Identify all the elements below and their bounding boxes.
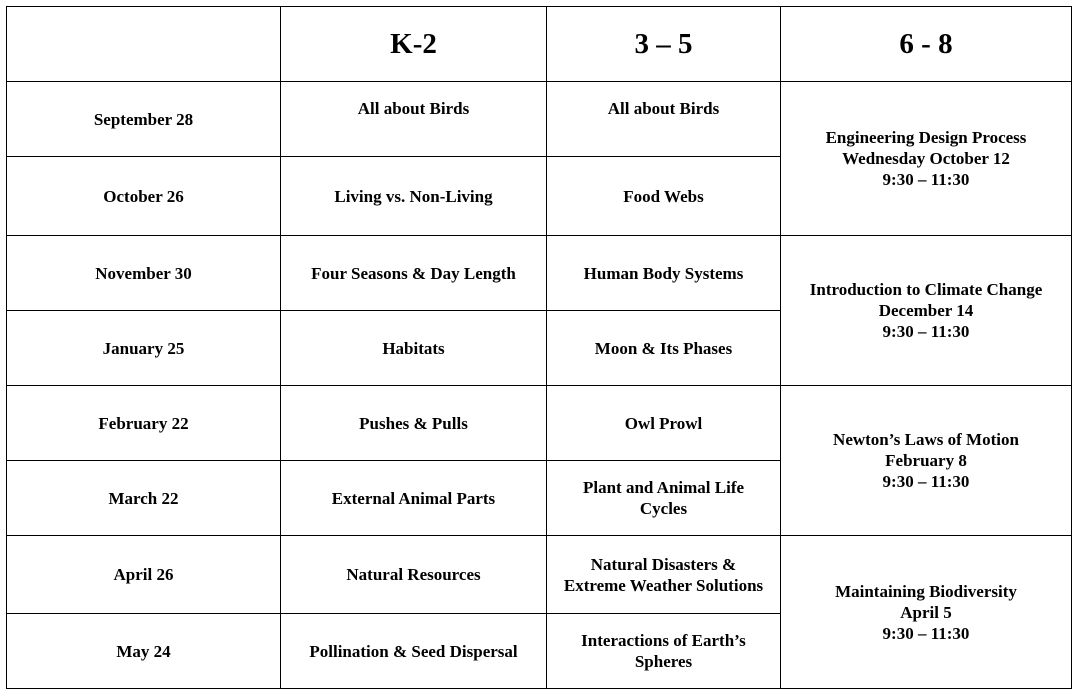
k2-topic: Living vs. Non-Living (281, 157, 547, 236)
grades-6-8-session (781, 236, 1072, 386)
header-grades-6-8: 6 - 8 (781, 7, 1072, 82)
table-row (7, 82, 1072, 157)
grades-3-5-topic (547, 536, 781, 614)
session-date: April 5 (900, 602, 952, 622)
k2-topic: All about Birds (281, 82, 547, 157)
session-time: 9:30 – 11:30 (882, 472, 970, 491)
table-row (7, 386, 1072, 461)
topic-line: Interactions of Earth’s (581, 631, 746, 650)
session-date: February 8 (885, 451, 967, 470)
table-row (7, 536, 1072, 614)
grades-3-5-topic: Human Body Systems (547, 236, 781, 311)
row-date: February 22 (7, 386, 281, 461)
grades-3-5-topic (547, 614, 781, 689)
row-date: May 24 (7, 614, 281, 689)
k2-topic: Natural Resources (281, 536, 547, 614)
session-title: Newton’s Laws of Motion (833, 430, 1019, 449)
grades-3-5-topic: All about Birds (547, 82, 781, 157)
session-title: Introduction to Climate Change (809, 280, 1043, 299)
session-time: 9:30 – 11:30 (882, 322, 970, 341)
grades-6-8-session (781, 82, 1072, 236)
session-title: Maintaining Biodiversity (835, 581, 1017, 601)
row-date: September 28 (7, 82, 281, 157)
grades-6-8-session (781, 536, 1072, 689)
session-time: 9:30 – 11:30 (882, 170, 970, 189)
session-date: December 14 (878, 301, 974, 320)
grades-3-5-topic: Moon & Its Phases (547, 311, 781, 386)
row-date: April 26 (7, 536, 281, 614)
grades-3-5-topic: Owl Prowl (547, 386, 781, 461)
header-grades-3-5: 3 – 5 (547, 7, 781, 82)
row-date: November 30 (7, 236, 281, 311)
session-time: 9:30 – 11:30 (882, 623, 970, 643)
session-title: Engineering Design Process (825, 128, 1027, 147)
row-date: January 25 (7, 311, 281, 386)
topic-line: Plant and Animal Life (582, 478, 745, 497)
row-date: March 22 (7, 461, 281, 536)
k2-topic: External Animal Parts (281, 461, 547, 536)
topic-line: Spheres (634, 652, 693, 671)
grades-3-5-topic: Food Webs (547, 157, 781, 236)
header-row (7, 7, 1072, 82)
grades-6-8-session (781, 386, 1072, 536)
topic-line: Natural Disasters & (590, 554, 737, 574)
program-schedule-table (6, 6, 1072, 689)
k2-topic: Habitats (281, 311, 547, 386)
header-date-column (7, 7, 281, 82)
k2-topic: Pollination & Seed Dispersal (281, 614, 547, 689)
session-date: Wednesday October 12 (842, 149, 1010, 168)
k2-topic: Four Seasons & Day Length (281, 236, 547, 311)
row-date: October 26 (7, 157, 281, 236)
topic-line: Cycles (639, 499, 688, 518)
table-row (7, 236, 1072, 311)
grades-3-5-topic (547, 461, 781, 536)
k2-topic: Pushes & Pulls (281, 386, 547, 461)
header-k2: K-2 (281, 7, 547, 82)
topic-line: Extreme Weather Solutions (563, 575, 764, 595)
